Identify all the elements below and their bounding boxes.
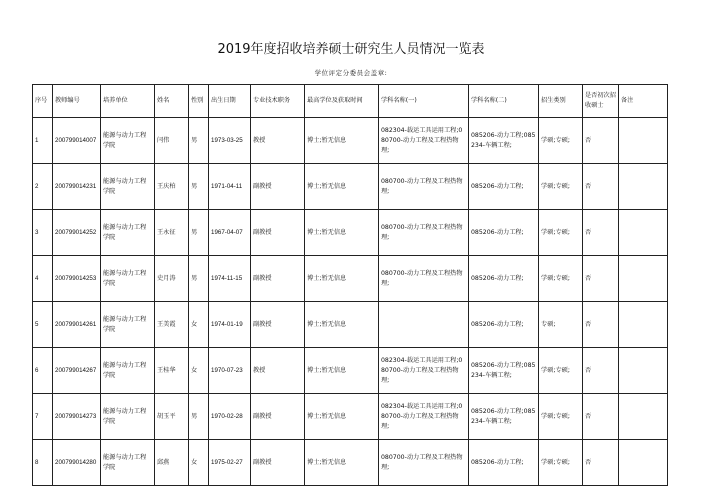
col-header-teacher-id: 教师编号	[53, 85, 101, 118]
cell-subject-2: 085206-动力工程;	[469, 256, 539, 302]
cell-teacher-id: 200799014252	[53, 210, 101, 256]
cell-degree: 博士;暂无信息	[305, 302, 379, 348]
cell-degree: 博士;暂无信息	[305, 440, 379, 486]
cell-subject-2: 085206-动力工程;085234-车辆工程;	[469, 348, 539, 394]
cell-teacher-id: 200799014253	[53, 256, 101, 302]
cell-no: 7	[33, 394, 53, 440]
cell-unit: 能源与动力工程学院	[101, 394, 155, 440]
cell-no: 1	[33, 118, 53, 164]
cell-title: 副教授	[251, 164, 305, 210]
cell-birth: 1971-04-11	[209, 164, 251, 210]
cell-name: 王桂华	[155, 348, 189, 394]
col-header-unit: 培养单位	[101, 85, 155, 118]
cell-birth: 1970-02-28	[209, 394, 251, 440]
cell-name: 史月涛	[155, 256, 189, 302]
col-header-gender: 性别	[189, 85, 209, 118]
cell-birth: 1967-04-07	[209, 210, 251, 256]
cell-subject-2: 085206-动力工程;	[469, 440, 539, 486]
cell-type: 专硕;	[539, 302, 583, 348]
cell-first: 否	[583, 210, 619, 256]
cell-teacher-id: 200799014261	[53, 302, 101, 348]
cell-name: 王美霞	[155, 302, 189, 348]
col-header-degree: 最高学位及获取时间	[305, 85, 379, 118]
cell-birth: 1974-11-15	[209, 256, 251, 302]
cell-name: 胡玉平	[155, 394, 189, 440]
col-header-title: 专业技术职务	[251, 85, 305, 118]
table-row	[33, 440, 668, 486]
cell-type: 学硕;专硕;	[539, 394, 583, 440]
cell-type: 学硕;专硕;	[539, 118, 583, 164]
table-row	[33, 348, 668, 394]
cell-gender: 男	[189, 256, 209, 302]
cell-title: 副教授	[251, 440, 305, 486]
col-header-name: 姓名	[155, 85, 189, 118]
table-row	[33, 302, 668, 348]
table-row	[33, 394, 668, 440]
cell-note	[619, 256, 668, 302]
cell-title: 副教授	[251, 210, 305, 256]
cell-first: 否	[583, 164, 619, 210]
cell-first: 否	[583, 302, 619, 348]
cell-gender: 男	[189, 210, 209, 256]
cell-first: 否	[583, 440, 619, 486]
page-title: 2019年度招收培养硕士研究生人员情况一览表	[217, 42, 485, 57]
cell-type: 学硕;专硕;	[539, 164, 583, 210]
cell-note	[619, 210, 668, 256]
cell-teacher-id: 200799014231	[53, 164, 101, 210]
cell-birth: 1975-02-27	[209, 440, 251, 486]
col-header-type: 招生类别	[539, 85, 583, 118]
col-header-note: 备注	[619, 85, 668, 118]
cell-subject-1	[379, 302, 469, 348]
table-row	[33, 210, 668, 256]
cell-unit: 能源与动力工程学院	[101, 348, 155, 394]
cell-unit: 能源与动力工程学院	[101, 302, 155, 348]
cell-subject-1: 080700-动力工程及工程热物理;	[379, 256, 469, 302]
cell-name: 闫伟	[155, 118, 189, 164]
cell-first: 否	[583, 118, 619, 164]
cell-subject-1: 080700-动力工程及工程热物理;	[379, 164, 469, 210]
cell-subject-2: 085206-动力工程;	[469, 210, 539, 256]
cell-title: 教授	[251, 118, 305, 164]
cell-note	[619, 302, 668, 348]
cell-subject-2: 085206-动力工程;	[469, 302, 539, 348]
table-row	[33, 256, 668, 302]
cell-unit: 能源与动力工程学院	[101, 256, 155, 302]
cell-type: 学硕;专硕;	[539, 440, 583, 486]
cell-first: 否	[583, 348, 619, 394]
cell-subject-1: 080700-动力工程及工程热物理;	[379, 440, 469, 486]
cell-note	[619, 394, 668, 440]
cell-degree: 博士;暂无信息	[305, 164, 379, 210]
table-row	[33, 164, 668, 210]
cell-title: 副教授	[251, 394, 305, 440]
cell-name: 王庆柏	[155, 164, 189, 210]
cell-teacher-id: 200799014007	[53, 118, 101, 164]
cell-subject-1: 082304-载运工具运用工程;080700-动力工程及工程热物理;	[379, 394, 469, 440]
cell-first: 否	[583, 394, 619, 440]
cell-gender: 男	[189, 394, 209, 440]
cell-note	[619, 348, 668, 394]
cell-gender: 女	[189, 440, 209, 486]
header-row	[33, 85, 668, 118]
cell-first: 否	[583, 256, 619, 302]
cell-no: 3	[33, 210, 53, 256]
cell-type: 学硕;专硕;	[539, 210, 583, 256]
cell-degree: 博士;暂无信息	[305, 118, 379, 164]
cell-title: 副教授	[251, 302, 305, 348]
cell-no: 2	[33, 164, 53, 210]
cell-title: 副教授	[251, 256, 305, 302]
cell-teacher-id: 200799014280	[53, 440, 101, 486]
cell-unit: 能源与动力工程学院	[101, 440, 155, 486]
cell-degree: 博士;暂无信息	[305, 394, 379, 440]
cell-birth: 1970-07-23	[209, 348, 251, 394]
cell-subject-2: 085206-动力工程;085234-车辆工程;	[469, 118, 539, 164]
cell-note	[619, 164, 668, 210]
cell-birth: 1974-01-19	[209, 302, 251, 348]
cell-no: 6	[33, 348, 53, 394]
cell-gender: 男	[189, 164, 209, 210]
table-row	[33, 118, 668, 164]
cell-name: 邱燕	[155, 440, 189, 486]
cell-note	[619, 118, 668, 164]
cell-no: 5	[33, 302, 53, 348]
cell-teacher-id: 200799014273	[53, 394, 101, 440]
cell-no: 8	[33, 440, 53, 486]
cell-subject-2: 085206-动力工程;085234-车辆工程;	[469, 394, 539, 440]
col-header-no: 序号	[33, 85, 53, 118]
cell-type: 学硕;专硕;	[539, 348, 583, 394]
cell-gender: 女	[189, 348, 209, 394]
roster-table	[32, 84, 668, 486]
cell-no: 4	[33, 256, 53, 302]
cell-title: 教授	[251, 348, 305, 394]
cell-subject-2: 085206-动力工程;	[469, 164, 539, 210]
cell-degree: 博士;暂无信息	[305, 348, 379, 394]
cell-note	[619, 440, 668, 486]
cell-gender: 男	[189, 118, 209, 164]
seal-line: 学位评定分委员会盖章:	[314, 69, 388, 77]
cell-unit: 能源与动力工程学院	[101, 164, 155, 210]
cell-degree: 博士;暂无信息	[305, 210, 379, 256]
cell-type: 学硕;专硕;	[539, 256, 583, 302]
col-header-subject-2: 学科名称(二)	[469, 85, 539, 118]
col-header-first: 是否初次招收硕士	[583, 85, 619, 118]
cell-subject-1: 082304-载运工具运用工程;080700-动力工程及工程热物理;	[379, 348, 469, 394]
cell-degree: 博士;暂无信息	[305, 256, 379, 302]
cell-subject-1: 082304-载运工具运用工程;080700-动力工程及工程热物理;	[379, 118, 469, 164]
cell-gender: 女	[189, 302, 209, 348]
cell-name: 王永征	[155, 210, 189, 256]
cell-unit: 能源与动力工程学院	[101, 118, 155, 164]
cell-unit: 能源与动力工程学院	[101, 210, 155, 256]
col-header-subject-1: 学科名称(一)	[379, 85, 469, 118]
cell-birth: 1973-03-25	[209, 118, 251, 164]
col-header-birth: 出生日期	[209, 85, 251, 118]
cell-subject-1: 080700-动力工程及工程热物理;	[379, 210, 469, 256]
cell-teacher-id: 200799014267	[53, 348, 101, 394]
